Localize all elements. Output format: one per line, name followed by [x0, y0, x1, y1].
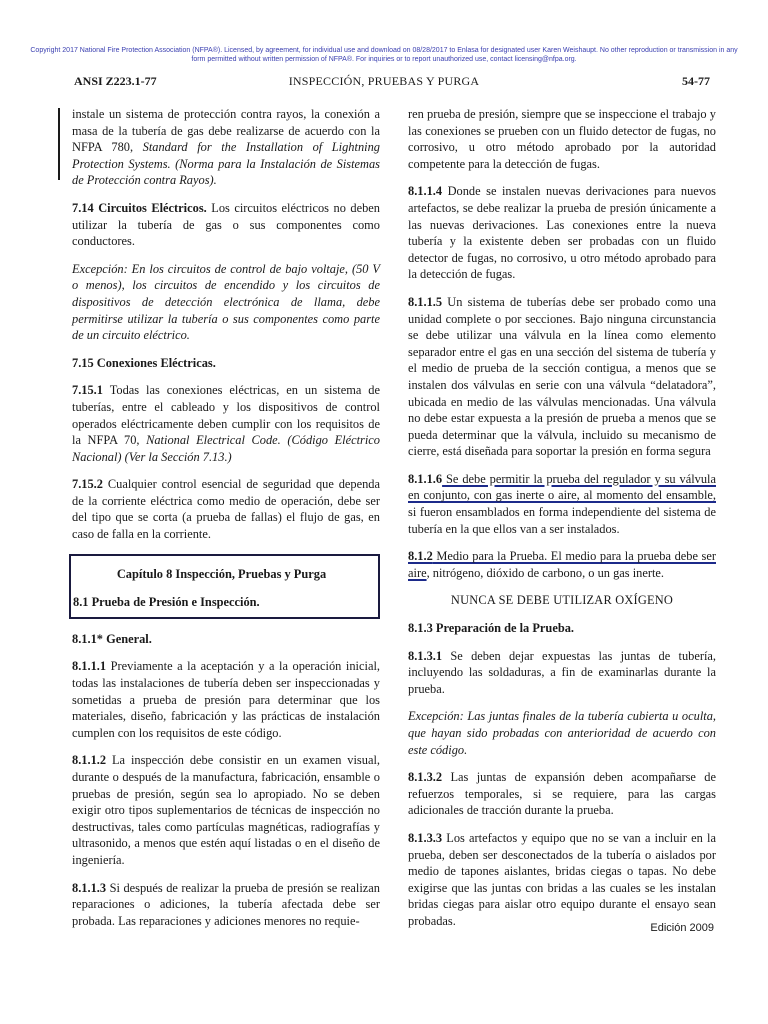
- right-column: [408, 106, 716, 930]
- section-text: , nitrógeno, dióxido de carbono, o un gas inerte.: [426, 565, 665, 580]
- copyright-line-1: Copyright 2017 National Fire Protection Association (NFPA®). Licensed, by agreement, for individual use and download on 08/28/2017 to Enlasa for designated user Karen Weishaupt. No other reproduction or transmission in any: [30, 47, 738, 54]
- section-number: 8.1.2: [408, 549, 433, 564]
- section-8-1-3-3: [408, 830, 716, 930]
- text-italic: Standard for the Installation of Lightning Protection Systems. (Norma para la Instalación de Sistemas de Protección contra Rayos).: [72, 140, 380, 188]
- section-text: si fueron ensamblados en forma independiente del sistema de tubería en la que ellos van a ser instalados.: [408, 505, 716, 536]
- chapter-section-8-1: 8.1 Prueba de Presión e Inspección.: [73, 595, 260, 610]
- oxygen-warning: NUNCA SE DEBE UTILIZAR OXÍGENO: [450, 593, 674, 608]
- section-text: Los artefactos y equipo que no se van a incluir en la prueba, deben ser desconectados de la tubería o aislados por medio de tapones aislantes, bridas ciegas o tapas. No debe exigirse que las juntas con bridas a las cuales se les instalan bridas ciegas para aislar otro equipo durante el ensayo sean probadas.: [408, 830, 716, 928]
- section-8-1-1-1: [72, 658, 380, 741]
- text: instale un sistema de protección contra rayos, la conexión a masa de la tubería de gas debe realizarse de acuerdo con la NFPA 780,: [72, 107, 380, 155]
- section-7-15-2: [72, 476, 380, 542]
- section-text: Los circuitos eléctricos no deben utilizar la tubería de gas o sus componentes como conductores.: [72, 200, 380, 249]
- section-number: 8.1.1.6: [408, 471, 443, 486]
- footer-edition: Edición 2009: [650, 922, 714, 934]
- section-8-1-1-4: [408, 183, 716, 283]
- section-text: Se deben dejar expuestas las juntas de tubería, incluyendo las soldaduras, a fin de examinarlas durante la prueba.: [408, 648, 716, 696]
- section-number: 8.1.1.4: [408, 184, 443, 199]
- underlined-text: Medio para la Prueba. El medio para la prueba debe ser aire: [408, 549, 716, 580]
- paragraph-lightning: [72, 106, 380, 189]
- section-number: 8.1.1.2: [72, 753, 107, 768]
- section-7-14: [72, 200, 380, 250]
- section-8-1-1-2: [72, 752, 380, 868]
- section-number: 8.1.3.3: [408, 830, 443, 845]
- section-heading: 7.14 Circuitos Eléctricos.: [72, 200, 207, 215]
- chapter-8-box: [69, 554, 380, 619]
- header-page-number: 54-77: [682, 74, 710, 88]
- section-8-1-1-5: [408, 294, 716, 460]
- revision-change-bar: [58, 108, 60, 180]
- section-8-1-1-heading: 8.1.1* General.: [72, 631, 152, 646]
- underlined-text: Se debe permitir la prueba del regulador y su válvula en conjunto, con gas inerte o aire, al momento del ensamble,: [408, 471, 716, 503]
- exception-8-1-3-1: Excepción: Las juntas finales de la tubería cubierta u oculta, que hayan sido probadas con anterioridad de acuerdo con este código.: [408, 709, 716, 757]
- copyright-notice: [0, 46, 768, 64]
- header-title: INSPECCIÓN, PRUEBAS Y PURGA: [288, 74, 480, 88]
- section-text-italic: National Electrical Code. (Código Eléctrico Nacional) (Ver la Sección 7.13.): [72, 433, 380, 464]
- section-text: Si después de realizar la prueba de presión se realizan reparaciones o adiciones, la tubería afectada debe ser probada. Las reparaciones y adiciones menores no requie-: [72, 880, 380, 928]
- section-7-15-heading: 7.15 Conexiones Eléctricas.: [72, 355, 216, 370]
- section-number: 8.1.1.1: [72, 659, 107, 674]
- section-8-1-3-heading: 8.1.3 Preparación de la Prueba.: [408, 621, 574, 636]
- section-number: 8.1.1.3: [72, 880, 107, 895]
- left-column: [72, 106, 380, 929]
- section-number: 8.1.1.5: [408, 294, 443, 309]
- section-text: Previamente a la aceptación y a la operación inicial, todas las instalaciones de tubería deben ser inspeccionadas y sometidas a prueba de presión para determinar que los materiales, diseño, fabricación y las prácticas de instalación cumplen con los requisitos de este código.: [72, 659, 380, 740]
- section-8-1-2: [408, 548, 716, 581]
- section-8-1-1-6: [408, 471, 716, 537]
- section-number: 7.15.2: [72, 477, 103, 492]
- section-number: 8.1.3.1: [408, 648, 443, 663]
- section-text: Un sistema de tuberías debe ser probado como una unidad complete o por secciones. Bajo ninguna circunstancia se debe utilizar una válvula en la línea como elemento separador entre el gas en una sección del sistema de tubería y el medio de prueba de la sección contigua, a menos que se instalen dos válvulas en serie con una válvula “delatadora”, ubicada en medio de las válvulas mencionadas. Una válvula no debe estar expuesta a la presión de prueba a menos que se pueda determinar que la válvula, incluido su mecanismo de cierre, está diseñada para soportar la presión en forma segura: [408, 294, 716, 459]
- section-text: Cualquier control esencial de seguridad que dependa de la corriente eléctrica como medio de operación, debe ser del tipo que se corta (a prueba de fallas) el flujo de gas, en caso de falla en la corriente.: [72, 477, 380, 542]
- section-8-1-3-2: [408, 769, 716, 819]
- paragraph-continuation: ren prueba de presión, siempre que se inspeccione el trabajo y las conexiones se prueben con un fluido detector de fugas, no corrosivo, u otro método aprobado por la autoridad competente para la detección de fugas.: [408, 107, 716, 171]
- section-text: La inspección debe consistir en un examen visual, durante o después de la manufactura, fabricación, ensamble o pruebas de presión, según sea lo apropiado. No se deben exigir otro tipos suplementarios de técnicas de inspección no destructivas, tales como partículas magnéticas, radiografías y ultrasonido, a menos que estén aquí listadas o en el diseño de ingeniería.: [72, 753, 380, 867]
- section-8-1-1-3: [72, 880, 380, 930]
- section-text: Las juntas de expansión deben acompañarse de refuerzos temporales, si se requiere, para las cargas adicionales de tracción durante la prueba.: [408, 770, 716, 818]
- section-number: 8.1.3.2: [408, 770, 443, 785]
- header-standard: ANSI Z223.1-77: [74, 74, 157, 88]
- section-text: Todas las conexiones eléctricas, en un sistema de tuberías, entre el cableado y los dispositivos de control operados eléctricamente deben cumplir con los requisitos de la NFPA 70,: [72, 383, 380, 448]
- section-8-1-3-1: [408, 648, 716, 698]
- chapter-title: Capítulo 8 Inspección, Pruebas y Purga: [116, 566, 327, 581]
- section-7-15-1: [72, 382, 380, 465]
- section-number: 7.15.1: [72, 383, 103, 398]
- copyright-line-2: form permitted without written permission of NFPA®. For inquiries or to report unauthorized use, contact licensing@nfpa.org.: [191, 56, 577, 63]
- section-text: Donde se instalen nuevas derivaciones para nuevos artefactos, se debe realizar la prueba de presión únicamente a las nuevas derivaciones. Las conexiones entre la nueva tubería y la existente deben ser probadas con un fluido detector de fugas, no corrosivo, u otro método aprobado para la detección de fugas.: [408, 184, 716, 282]
- exception-7-14: Excepción: En los circuitos de control de bajo voltaje, (50 V o menos), los circuitos de encendido y los circuitos de dispositivos de detección electrónica de llama, debe permitirse utilizar la tubería o sus componentes como parte de un circuito eléctrico.: [72, 261, 380, 343]
